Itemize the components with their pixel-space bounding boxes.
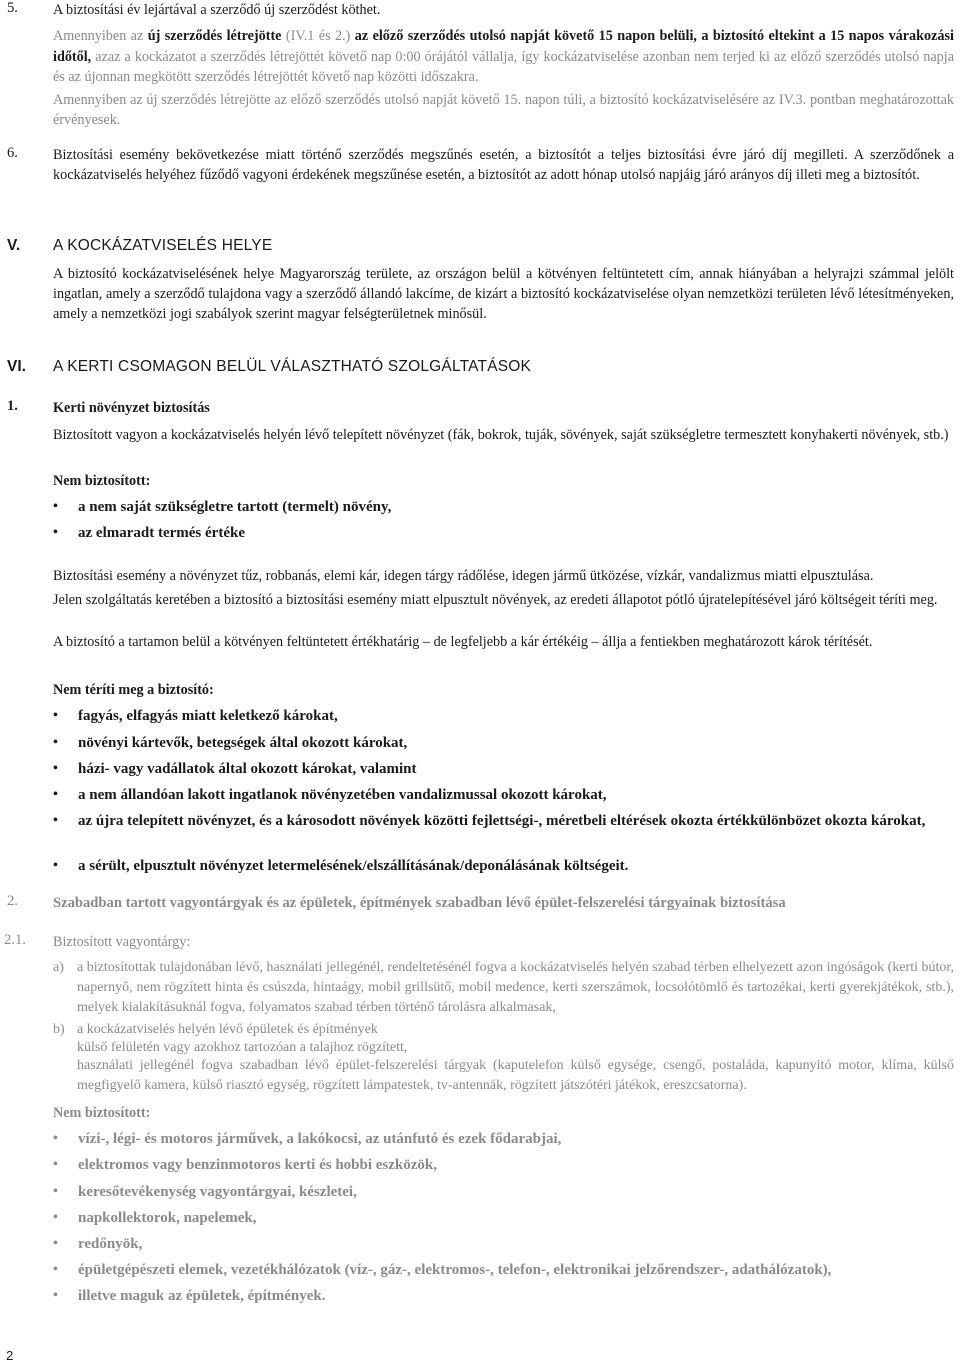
section-v-title: A KOCKÁZATVISELÉS HELYE <box>53 237 273 254</box>
bullet-icon: • <box>53 525 58 540</box>
subsection-1-paragraph-2: Biztosítási esemény a növényzet tűz, robbanás, elemi kár, idegen tárgy rádőlése, idegen jármű ütközése, vízkár, vandalizmus miatti elpusztulása. <box>53 568 874 584</box>
bullet-icon: • <box>53 1184 58 1199</box>
page-number: 2 <box>6 1348 14 1363</box>
subsection-1-number: 1. <box>7 398 18 414</box>
section-v-text: A biztosító kockázatviselésének helye Magyarország területe, az országon belül a kötvényen feltüntetett cím, annak hiányában a helyrajzi számmal jelölt ingatlan, amely a szerződő tulajdona vagy a szerződő állandó lakcíme, de kizárt a biztosító kockázatviselése olyan nemzetközi területen lévő létesítményeken, amely a nemzetközi jogi szabályok szerint magyar felségterületnek minősül. <box>53 266 954 322</box>
bullet-icon: • <box>53 1131 58 1146</box>
subsection-1-paragraph-3: Jelen szolgáltatás keretében a biztosító a biztosítási esemény miatt elpusztult növények, az eredeti állapotot pótló újratelepítésével járó költségeit téríti meg. <box>53 592 938 608</box>
paragraph-6: Biztosítási esemény bekövetkezése miatt történő szerződés megszűnés esetén, a biztosítót a teljes biztosítási évre járó díj megilleti. A szerződőnek a kockázatviselés helyéhez fűződő vagyoni érdekének megszűnése esetén, a biztosítót az adott hónap utolsó napjáig járó arányos díj illeti meg a biztosítót. <box>53 147 954 183</box>
subsection-2-1-title: Biztosított vagyontárgy: <box>53 934 191 950</box>
subsection-2-title: Szabadban tartott vagyontárgyak és az épületek, építmények szabadban lévő épület-felszerelési tárgyainak biztosítása <box>53 895 786 911</box>
bullet-icon: • <box>53 708 58 723</box>
section-v-number: V. <box>7 237 21 254</box>
paragraph-5a: A biztosítási év lejártával a szerződő új szerződést köthet. <box>53 2 381 18</box>
paragraph-5c: Amennyiben az új szerződés létrejötte az előző szerződés utolsó napját követő 15. napon túli, a biztosító kockázatviselésére az IV.3. pontban meghatározottak érvényesek. <box>53 92 954 128</box>
not-covered-heading: Nem téríti meg a biztosító: <box>53 682 214 698</box>
bullet-icon: • <box>53 1210 58 1225</box>
bullet-icon: • <box>53 499 58 514</box>
item-number-6: 6. <box>7 145 18 161</box>
bullet-icon: • <box>53 735 58 750</box>
section-vi-number: VI. <box>7 358 26 375</box>
bullet-icon: • <box>53 761 58 776</box>
bullet-icon: • <box>53 1262 58 1277</box>
not-insured-heading: Nem biztosított: <box>53 473 151 489</box>
subsection-1-paragraph-4: A biztosító a tartamon belül a kötvényen feltüntetett értékhatárig – de legfeljebb a kár értékéig – állja a fentiekben meghatározott károk térítését. <box>53 634 873 650</box>
subsection-1-paragraph-1: Biztosított vagyon a kockázatviselés helyén lévő telepített növényzet (fák, bokrok, tuják, sövények, saját szükségletre termesztett konyhakerti növények, stb.) <box>53 427 949 443</box>
subsection-2-number: 2. <box>7 893 18 909</box>
document-page: 5. A biztosítási év lejártával a szerződő új szerződést köthet. Amennyiben az új szerződés létrejötte (IV.1 és 2.) az előző szerződés utolsó napját követő 15 napon belüli, a biztosító eltekint a 15 napos várakozási időtől, azaz a kockázatot a szerződés létrejöttét követő nap 0:00 órájától vállalja, így kockázatviselése azonban nem terjed ki az előző szerződés utolsó napja és az újonnan megkötött szerződés létrejöttét követő nap közötti időszakra. Amennyiben az új szerződés létrejötte az előző szerződés utolsó napját követő 15. napon túli, a biztosító kockázatviselésére az IV.3. pontban meghatározottak érvényesek. 6. Biztosítási esemény bekövetkezése miatt történő szerződés megszűnés esetén, a biztosítót a teljes biztosítási évre járó díj megilleti. A szerződőnek a kockázatviselés helyéhez fűződő vagyoni érdekének megszűnése esetén, a biztosítót az adott hónap utolsó napjáig járó arányos díj illeti meg a biztosítót. V. A KOCKÁZATVISELÉS HELYE A biztosító kockázatviselésének helye Magyarország területe, az országon belül a kötvényen feltüntetett cím, annak hiányában a helyrajzi számmal jelölt ingatlan, amely a szerződő tulajdona vagy a szerződő állandó lakcíme, de kizárt a biztosító kockázatviselése olyan nemzetközi területen lévő létesítményeken, amely a nemzetközi jogi szabályok szerint magyar felségterületnek minősül. VI. A KERTI CSOMAGON BELÜL VÁLASZTHATÓ SZOLGÁLTATÁSOK 1. Kerti növényzet biztosítás Biztosított vagyon a kockázatviselés helyén lévő telepített növényzet (fák, bokrok, tuják, sövények, saját szükségletre termesztett konyhakerti növények, stb.) Nem biztosított: • a nem saját szükségletre tartott (termelt) növény, • az elmaradt termés értéke Biztosítási esemény a növényzet tűz, robbanás, elemi kár, idegen tárgy rádőlése, idegen jármű ütközése, vízkár, vandalizmus miatti elpusztulása. Jelen szolgáltatás keretében a biztosító a biztosítási esemény miatt elpusztult növények, az eredeti állapotot pótló újratelepítésével járó költségeit téríti meg. A biztosító a tartamon belül a kötvényen feltüntetett értékhatárig – de legfeljebb a kár értékéig – állja a fentiekben meghatározott károk térítését. Nem téríti meg a biztosító: • fagyás, elfagyás miatt keletkező károkat, • növényi kártevők, betegségek által okozott károkat, • házi- vagy vadállatok által okozott károkat, valamint • a nem állandóan lakott ingatlanok növényzetében vandalizmussal okozott károkat, • az újra telepített növényzet, és a károsodott növények közötti fejlettségi-, méretbeli eltérések okozta értékkülönbözet okozta károkat, • a sérült, elpusztult növényzet letermelésének/elszállításának/deponálásának költségeit. 2. Szabadban tartott vagyontárgyak és az épületek, építmények szabadban lévő épület-felszerelési tárgyainak biztosítása 2.1. Biztosított vagyontárgy: a) a biztosítottak tulajdonában lévő, használati jellegénél, rendeltetésénél fogva a kockázatviselés helyén szabad térben elhelyezett azon ingóságok (kerti bútor, napernyő, nem rögzített hinta és csúszda, hintaágy, mobil grillsütő, mobil medence, kerti szerszámok, locsolótömlő és tartozékai, kerti gyerekjátékok, stb.), melyek kialakításuknál fogva, folyamatos szabad térben történő tárolásra alkalmasak, b) a kockázatviselés helyén lévő épületek és építmények külső felületén vagy azokhoz tartozóan a talajhoz rögzített, használati jellegénél fogva szabadban lévő épület-felszerelési tárgyak (kaputelefon külső egysége, csengő, postaláda, kapunyitó motor, klíma, külső megfigyelő kamera, külső riasztó egység, rögzített lámpatestek, tv-antennák, rögzített játszótéri játékok, ereszcsatorna). Nem biztosított: • vízi-, légi- és motoros járművek, a lakókocsi, az utánfutó és ezek fődarabjai, • elektromos vagy benzinmotoros kerti és hobbi eszközök, • keresőtevékenység vagyontárgyai, készletei, • napkollektorok, napelemek, • redőnyök, • épületgépészeti elemek, vezetékhálózatok (víz-, gáz-, elektromos-, telefon-, elektronikai jelzőrendszer-, adathálózatok), • illetve maguk az épületek, építmények. 2 <box>4 0 954 1363</box>
subsection-1-title: Kerti növényzet biztosítás <box>53 400 210 416</box>
bullet-icon: • <box>53 813 58 828</box>
bullet-icon: • <box>53 1236 58 1251</box>
bullet-icon: • <box>53 787 58 802</box>
not-insured-heading-2: Nem biztosított: <box>53 1105 151 1121</box>
section-vi-title: A KERTI CSOMAGON BELÜL VÁLASZTHATÓ SZOLGÁLTATÁSOK <box>53 358 532 375</box>
bullet-icon: • <box>53 1157 58 1172</box>
bullet-icon: • <box>53 858 58 873</box>
item-number-5: 5. <box>7 0 18 16</box>
paragraph-5b: Amennyiben az új szerződés létrejötte (IV.1 és 2.) az előző szerződés utolsó napját követő 15 napon belüli, a biztosító eltekint a 15 napos várakozási időtől, azaz a kockázatot a szerződés létrejöttét követő nap 0:00 órájától vállalja, így kockázatviselése azonban nem terjed ki az előző szerződés utolsó napja és az újonnan megkötött szerződés létrejöttét követő nap közötti időszakra. <box>53 28 954 85</box>
subsection-2-1-number: 2.1. <box>4 932 26 948</box>
bullet-icon: • <box>53 1288 58 1303</box>
